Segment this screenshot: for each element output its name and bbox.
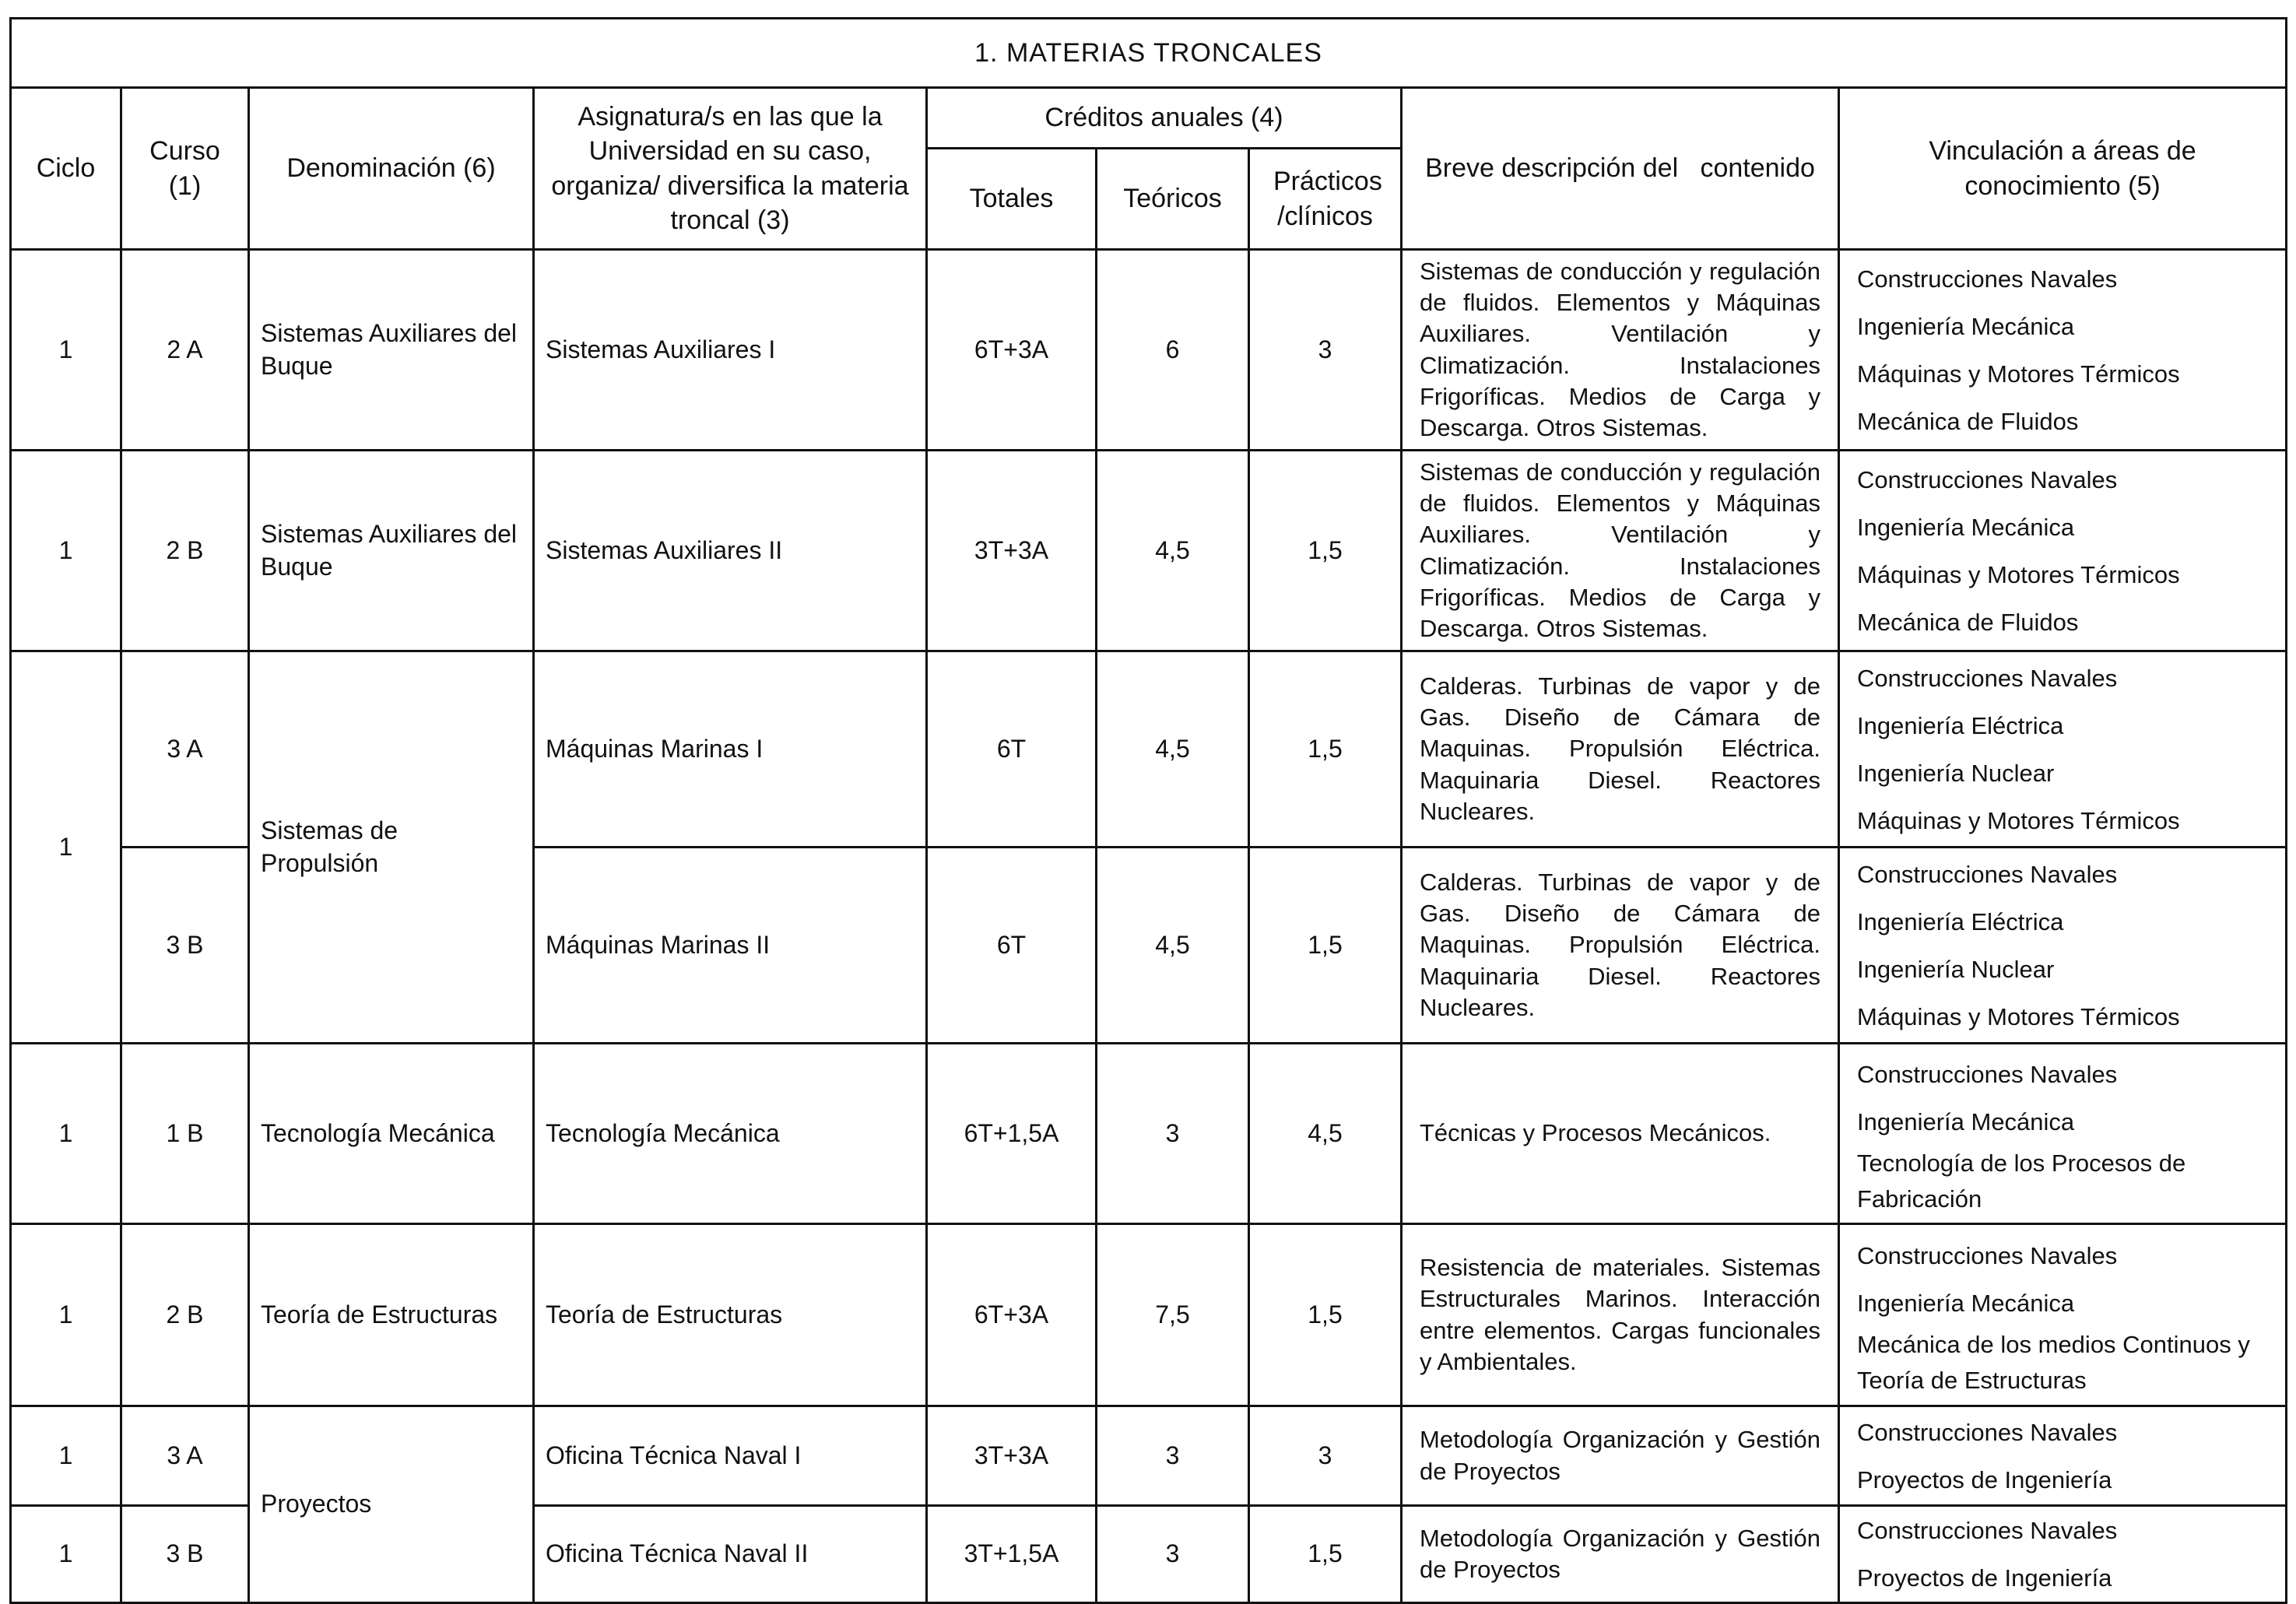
area-item: Construcciones Navales [1857,1060,2118,1088]
cell-areas [1839,451,2287,651]
area-item: Ingeniería Eléctrica [1857,711,2064,739]
cell-curso: 2 A [121,250,249,451]
area-item: Mecánica de los medios Continuos y Teoría de Estructuras [1857,1330,2250,1394]
cell-ciclo: 1 [11,1044,121,1224]
area-item: Construcciones Navales [1857,465,2118,493]
cell-totales: 6T [927,848,1097,1044]
cell-areas [1839,848,2287,1044]
table-row [11,1406,2287,1506]
cell-denominacion: Sistemas Auxiliares del Buque [249,451,534,651]
cell-curso: 3 B [121,1506,249,1603]
cell-areas [1839,250,2287,451]
cell-totales: 3T+1,5A [927,1506,1097,1603]
cell-areas [1839,651,2287,848]
cell-denominacion: Tecnología Mecánica [249,1044,534,1224]
cell-totales: 6T [927,651,1097,848]
table-row [11,1224,2287,1406]
cell-teoricos: 7,5 [1097,1224,1249,1406]
area-item: Construcciones Navales [1857,860,2118,888]
header-denominacion: Denominación (6) [249,88,534,250]
table-row [11,651,2287,848]
cell-asignatura: Tecnología Mecánica [534,1044,927,1224]
cell-areas [1839,1224,2287,1406]
cell-areas [1839,1506,2287,1603]
area-item: Máquinas y Motores Térmicos [1857,806,2180,834]
cell-curso: 2 B [121,451,249,651]
cell-asignatura: Sistemas Auxiliares II [534,451,927,651]
cell-descripcion: Sistemas de conducción y regulación de fluidos. Elementos y Máquinas Auxiliares. Ventilación y Climatización. Instalaciones Frigoríficas. Medios de Carga y Descarga. Otros Sistemas. [1402,250,1839,451]
table-title: 1. MATERIAS TRONCALES [11,19,2287,88]
cell-curso: 3 B [121,848,249,1044]
cell-ciclo: 1 [11,1506,121,1603]
cell-curso: 2 B [121,1224,249,1406]
cell-practicos: 1,5 [1249,451,1402,651]
cell-denominacion: Sistemas de Propulsión [249,651,534,1044]
cell-asignatura: Sistemas Auxiliares I [534,250,927,451]
area-item: Tecnología de los Procesos de Fabricación [1857,1149,2186,1213]
cell-areas [1839,1044,2287,1224]
table-row [11,1044,2287,1224]
cell-curso: 3 A [121,651,249,848]
area-item: Mecánica de Fluidos [1857,407,2079,435]
cell-practicos: 3 [1249,1406,1402,1506]
header-teoricos: Teóricos [1097,149,1249,250]
cell-descripcion: Resistencia de materiales. Sistemas Estructurales Marinos. Interacción entre elementos. Cargas funcionales y Ambientales. [1402,1224,1839,1406]
cell-curso: 3 A [121,1406,249,1506]
cell-practicos: 1,5 [1249,651,1402,848]
area-item: Construcciones Navales [1857,664,2118,692]
cell-teoricos: 4,5 [1097,848,1249,1044]
cell-teoricos: 4,5 [1097,651,1249,848]
header-descripcion: Breve descripción del contenido [1402,88,1839,250]
area-item: Máquinas y Motores Térmicos [1857,560,2180,588]
cell-practicos: 1,5 [1249,1506,1402,1603]
cell-asignatura: Oficina Técnica Naval II [534,1506,927,1603]
cell-denominacion: Teoría de Estructuras [249,1224,534,1406]
cell-totales: 6T+1,5A [927,1044,1097,1224]
cell-ciclo: 1 [11,1406,121,1506]
cell-totales: 3T+3A [927,451,1097,651]
cell-areas [1839,1406,2287,1506]
cell-descripcion: Metodología Organización y Gestión de Proyectos [1402,1406,1839,1506]
area-item: Ingeniería Nuclear [1857,759,2055,787]
cell-denominacion: Proyectos [249,1406,534,1603]
area-item: Construcciones Navales [1857,265,2118,293]
area-item: Máquinas y Motores Térmicos [1857,1002,2180,1030]
area-item: Ingeniería Mecánica [1857,513,2075,541]
cell-teoricos: 3 [1097,1406,1249,1506]
area-item: Construcciones Navales [1857,1517,2118,1544]
area-item: Ingeniería Eléctrica [1857,907,2064,935]
area-item: Ingeniería Mecánica [1857,1289,2075,1317]
cell-teoricos: 3 [1097,1506,1249,1603]
cell-asignatura: Máquinas Marinas II [534,848,927,1044]
area-item: Ingeniería Mecánica [1857,1107,2075,1135]
materias-troncales-table [9,17,2287,1604]
header-curso: Curso (1) [121,88,249,250]
table-row [11,250,2287,451]
cell-descripcion: Metodología Organización y Gestión de Proyectos [1402,1506,1839,1603]
cell-practicos: 3 [1249,250,1402,451]
header-totales: Totales [927,149,1097,250]
header-practicos: Prácticos /clínicos [1249,149,1402,250]
cell-curso: 1 B [121,1044,249,1224]
area-item: Construcciones Navales [1857,1241,2118,1269]
cell-descripcion: Técnicas y Procesos Mecánicos. [1402,1044,1839,1224]
cell-ciclo: 1 [11,651,121,1044]
cell-practicos: 1,5 [1249,1224,1402,1406]
cell-ciclo: 1 [11,250,121,451]
area-item: Proyectos de Ingeniería [1857,1564,2112,1592]
header-vinculacion: Vinculación a áreas de conocimiento (5) [1839,88,2287,250]
cell-totales: 6T+3A [927,250,1097,451]
cell-teoricos: 6 [1097,250,1249,451]
header-asignatura: Asignatura/s en las que la Universidad en su caso, organiza/ diversifica la materia troncal (3) [534,88,927,250]
header-ciclo: Ciclo [11,88,121,250]
cell-descripcion: Calderas. Turbinas de vapor y de Gas. Diseño de Cámara de Maquinas. Propulsión Eléctrica. Maquinaria Diesel. Reactores Nucleares. [1402,651,1839,848]
cell-ciclo: 1 [11,1224,121,1406]
area-item: Ingeniería Nuclear [1857,955,2055,983]
cell-denominacion: Sistemas Auxiliares del Buque [249,250,534,451]
cell-asignatura: Teoría de Estructuras [534,1224,927,1406]
cell-practicos: 4,5 [1249,1044,1402,1224]
cell-asignatura: Máquinas Marinas I [534,651,927,848]
table-row [11,451,2287,651]
cell-practicos: 1,5 [1249,848,1402,1044]
cell-teoricos: 4,5 [1097,451,1249,651]
area-item: Mecánica de Fluidos [1857,608,2079,636]
materias-troncales-sheet [9,17,2285,1604]
area-item: Ingeniería Mecánica [1857,312,2075,340]
area-item: Construcciones Navales [1857,1418,2118,1446]
cell-totales: 6T+3A [927,1224,1097,1406]
cell-asignatura: Oficina Técnica Naval I [534,1406,927,1506]
cell-ciclo: 1 [11,451,121,651]
area-item: Máquinas y Motores Térmicos [1857,360,2180,388]
cell-descripcion: Calderas. Turbinas de vapor y de Gas. Diseño de Cámara de Maquinas. Propulsión Eléctrica. Maquinaria Diesel. Reactores Nucleares. [1402,848,1839,1044]
cell-teoricos: 3 [1097,1044,1249,1224]
cell-totales: 3T+3A [927,1406,1097,1506]
header-creditos: Créditos anuales (4) [927,88,1402,149]
cell-descripcion: Sistemas de conducción y regulación de fluidos. Elementos y Máquinas Auxiliares. Ventilación y Climatización. Instalaciones Frigoríficas. Medios de Carga y Descarga. Otros Sistemas. [1402,451,1839,651]
area-item: Proyectos de Ingeniería [1857,1465,2112,1493]
